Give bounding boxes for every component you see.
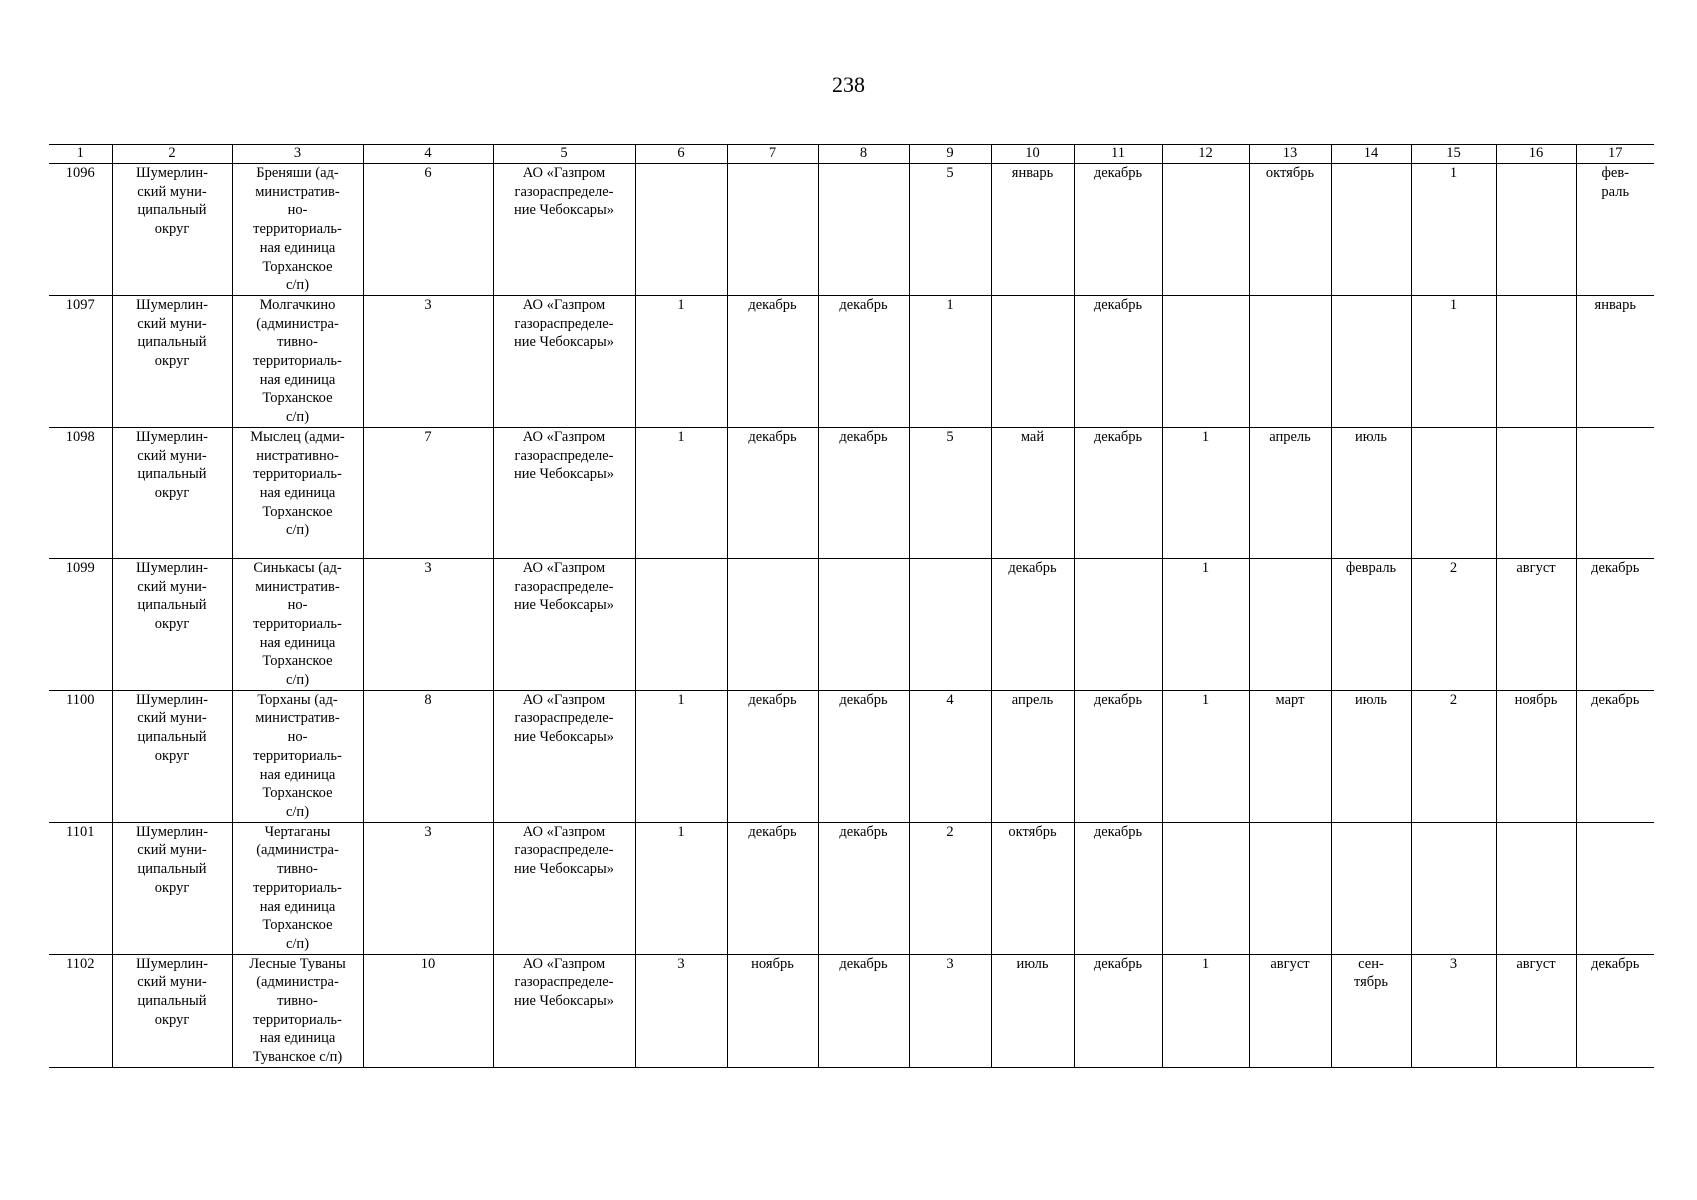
column-header: 3 [232,145,363,164]
page-number: 238 [832,72,865,97]
column-number-row [49,145,1654,164]
table-cell-col-8: декабрь [818,427,909,558]
table-cell-col-15: 3 [1411,954,1496,1067]
table-cell-col-8: декабрь [818,822,909,954]
table-cell-col-7: декабрь [727,822,818,954]
table-cell-col-12: 1 [1162,427,1249,558]
table-cell-col-1: 1097 [49,295,112,427]
table-cell-col-5: АО «Газпром газораспределе- ние Чебоксары» [493,295,635,427]
table-cell-col-5: АО «Газпром газораспределе- ние Чебоксары» [493,558,635,690]
table-cell-col-5: АО «Газпром газораспределе- ние Чебоксары» [493,822,635,954]
table-cell-col-1: 1099 [49,558,112,690]
table-row [49,690,1654,822]
data-table [49,144,1654,1068]
table-cell-col-9 [909,558,991,690]
table-row [49,558,1654,690]
table-cell-col-3: Торханы (ад- министратив- но- территориаль- ная единица Торханское с/п) [232,690,363,822]
table-cell-col-2: Шумерлин- ский муни- ципальный округ [112,295,232,427]
table-cell-col-7: декабрь [727,295,818,427]
table-cell-col-5: АО «Газпром газораспределе- ние Чебоксары» [493,427,635,558]
table-cell-col-10: декабрь [991,558,1074,690]
table-cell-col-17: декабрь [1576,558,1654,690]
table-cell-col-12: 1 [1162,954,1249,1067]
table-cell-col-7: ноябрь [727,954,818,1067]
column-header: 10 [991,145,1074,164]
table-cell-col-15: 2 [1411,558,1496,690]
table-cell-col-13 [1249,822,1331,954]
table-cell-col-3: Мыслец (адми- нистративно- территориаль- ная единица Торханское с/п) [232,427,363,558]
table-row [49,164,1654,296]
table-cell-col-7: декабрь [727,427,818,558]
table-cell-col-2: Шумерлин- ский муни- ципальный округ [112,427,232,558]
table-cell-col-8: декабрь [818,954,909,1067]
table-cell-col-15: 2 [1411,690,1496,822]
table-cell-col-6: 3 [635,954,727,1067]
table-cell-col-11: декабрь [1074,164,1162,296]
table-cell-col-2: Шумерлин- ский муни- ципальный округ [112,822,232,954]
table-cell-col-17: декабрь [1576,690,1654,822]
table-cell-col-4: 10 [363,954,493,1067]
table-cell-col-6 [635,164,727,296]
table-cell-col-12 [1162,822,1249,954]
table-cell-col-10 [991,295,1074,427]
table-cell-col-12 [1162,295,1249,427]
table-cell-col-10: июль [991,954,1074,1067]
table-cell-col-1: 1101 [49,822,112,954]
column-header: 8 [818,145,909,164]
table-cell-col-16: август [1496,558,1576,690]
table-cell-col-3: Синькасы (ад- министратив- но- территориаль- ная единица Торханское с/п) [232,558,363,690]
table-cell-col-14: июль [1331,427,1411,558]
table-cell-col-13: октябрь [1249,164,1331,296]
table-cell-col-6 [635,558,727,690]
table-cell-col-14 [1331,164,1411,296]
table-cell-col-9: 4 [909,690,991,822]
table-cell-col-13 [1249,295,1331,427]
table-cell-col-11: декабрь [1074,295,1162,427]
column-header: 13 [1249,145,1331,164]
table-cell-col-14: июль [1331,690,1411,822]
table-cell-col-4: 6 [363,164,493,296]
table-cell-col-11: декабрь [1074,690,1162,822]
table-cell-col-4: 3 [363,295,493,427]
table-cell-col-17: декабрь [1576,954,1654,1067]
table-cell-col-13 [1249,558,1331,690]
table-cell-col-5: АО «Газпром газораспределе- ние Чебоксары» [493,164,635,296]
table-cell-col-9: 3 [909,954,991,1067]
table-cell-col-11: декабрь [1074,954,1162,1067]
table-cell-col-11: декабрь [1074,427,1162,558]
column-header: 9 [909,145,991,164]
table-row [49,822,1654,954]
table-cell-col-6: 1 [635,295,727,427]
column-header: 7 [727,145,818,164]
table-cell-col-3: Чертаганы (администра- тивно- территориаль- ная единица Торханское с/п) [232,822,363,954]
column-header: 17 [1576,145,1654,164]
table-cell-col-9: 5 [909,427,991,558]
table-cell-col-17 [1576,822,1654,954]
table-cell-col-16 [1496,164,1576,296]
table-cell-col-2: Шумерлин- ский муни- ципальный округ [112,164,232,296]
column-header: 16 [1496,145,1576,164]
column-header: 4 [363,145,493,164]
table-cell-col-2: Шумерлин- ский муни- ципальный округ [112,558,232,690]
table-cell-col-13: август [1249,954,1331,1067]
table-cell-col-14 [1331,822,1411,954]
table-cell-col-16 [1496,822,1576,954]
column-header: 6 [635,145,727,164]
table-row [49,427,1654,558]
table-cell-col-2: Шумерлин- ский муни- ципальный округ [112,690,232,822]
table-cell-col-10: май [991,427,1074,558]
table-cell-col-4: 7 [363,427,493,558]
table-cell-col-7 [727,164,818,296]
table-cell-col-12 [1162,164,1249,296]
table-cell-col-8: декабрь [818,690,909,822]
table-cell-col-5: АО «Газпром газораспределе- ние Чебоксары» [493,954,635,1067]
column-header: 2 [112,145,232,164]
table-cell-col-11 [1074,558,1162,690]
table-cell-col-10: октябрь [991,822,1074,954]
table-cell-col-1: 1102 [49,954,112,1067]
table-cell-col-6: 1 [635,822,727,954]
table-cell-col-9: 1 [909,295,991,427]
table-row [49,295,1654,427]
table-cell-col-3: Лесные Туваны (администра- тивно- территориаль- ная единица Туванское с/п) [232,954,363,1067]
column-header: 15 [1411,145,1496,164]
table-cell-col-7: декабрь [727,690,818,822]
table-cell-col-13: март [1249,690,1331,822]
table-cell-col-5: АО «Газпром газораспределе- ние Чебоксары» [493,690,635,822]
column-header: 5 [493,145,635,164]
table-cell-col-1: 1098 [49,427,112,558]
table-cell-col-6: 1 [635,690,727,822]
table-cell-col-16 [1496,295,1576,427]
table-cell-col-10: январь [991,164,1074,296]
table-cell-col-1: 1096 [49,164,112,296]
table-cell-col-15: 1 [1411,295,1496,427]
table-cell-col-14: сен- тябрь [1331,954,1411,1067]
table-cell-col-12: 1 [1162,690,1249,822]
table-row [49,954,1654,1067]
table-cell-col-8: декабрь [818,295,909,427]
table-cell-col-14: февраль [1331,558,1411,690]
table-body [49,164,1654,1068]
table-cell-col-3: Молгачкино (администра- тивно- территориаль- ная единица Торханское с/п) [232,295,363,427]
table-cell-col-4: 8 [363,690,493,822]
table-cell-col-15: 1 [1411,164,1496,296]
table-cell-col-15 [1411,822,1496,954]
table-cell-col-15 [1411,427,1496,558]
table-cell-col-17: фев- раль [1576,164,1654,296]
table-cell-col-17 [1576,427,1654,558]
table-cell-col-11: декабрь [1074,822,1162,954]
table-cell-col-6: 1 [635,427,727,558]
table-cell-col-4: 3 [363,822,493,954]
table-cell-col-9: 2 [909,822,991,954]
table-cell-col-10: апрель [991,690,1074,822]
column-header: 14 [1331,145,1411,164]
column-header: 12 [1162,145,1249,164]
table-cell-col-17: январь [1576,295,1654,427]
table-cell-col-13: апрель [1249,427,1331,558]
table-cell-col-1: 1100 [49,690,112,822]
table-cell-col-3: Бреняши (ад- министратив- но- территориаль- ная единица Торханское с/п) [232,164,363,296]
table-cell-col-2: Шумерлин- ский муни- ципальный округ [112,954,232,1067]
column-header: 11 [1074,145,1162,164]
column-header: 1 [49,145,112,164]
table-cell-col-16 [1496,427,1576,558]
table-cell-col-7 [727,558,818,690]
table-cell-col-8 [818,558,909,690]
table-cell-col-9: 5 [909,164,991,296]
table-cell-col-16: август [1496,954,1576,1067]
table-cell-col-16: ноябрь [1496,690,1576,822]
table-cell-col-8 [818,164,909,296]
table-cell-col-4: 3 [363,558,493,690]
table-cell-col-12: 1 [1162,558,1249,690]
table-cell-col-14 [1331,295,1411,427]
